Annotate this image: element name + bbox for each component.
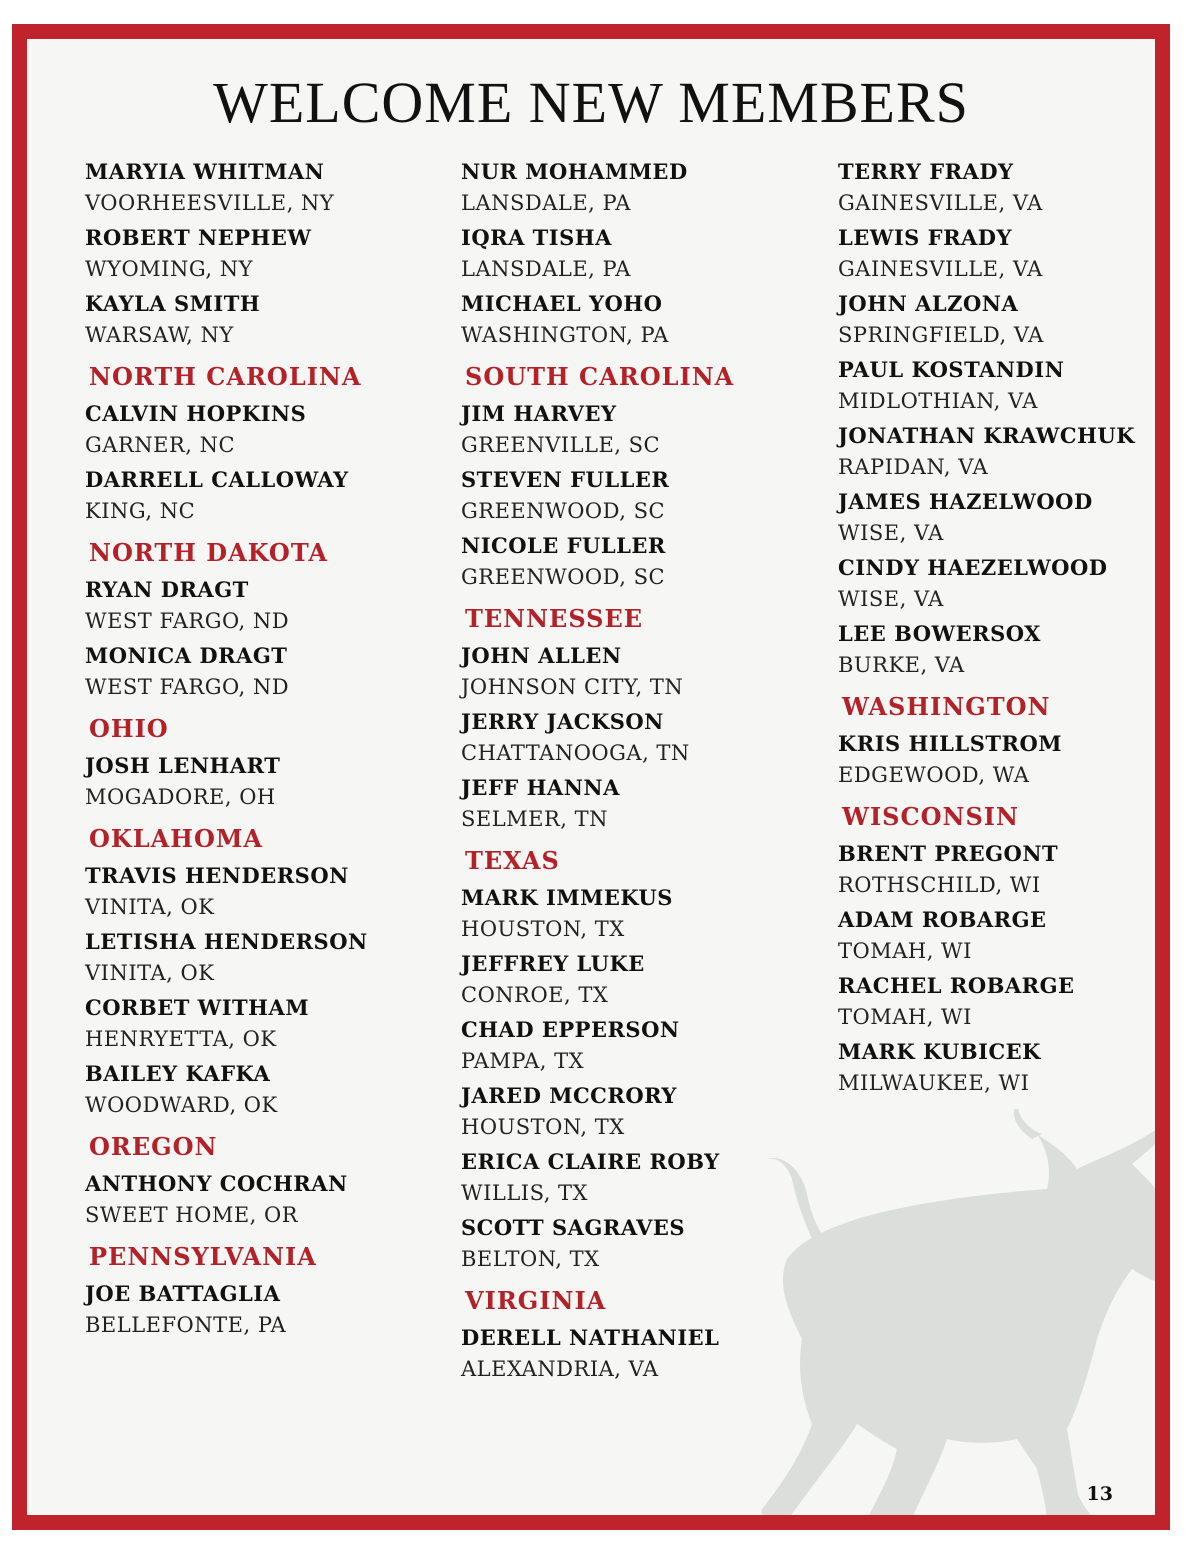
state-heading: WISCONSIN — [842, 802, 1019, 831]
member-city: WISE, VA — [838, 521, 944, 545]
member-name: BRENT PREGONT — [838, 841, 1059, 866]
member-name: NICOLE FULLER — [461, 533, 666, 558]
member-entry — [461, 882, 821, 944]
member-name: JONATHAN KRAWCHUK — [838, 423, 1135, 448]
state-heading: OREGON — [89, 1132, 218, 1161]
member-entry — [85, 222, 445, 284]
member-entry — [461, 464, 821, 526]
member-city: WEST FARGO, ND — [85, 609, 290, 633]
member-city: SELMER, TN — [461, 807, 609, 831]
member-entry — [85, 992, 445, 1054]
member-city: ROTHSCHILD, WI — [838, 873, 1041, 897]
member-city: MIDLOTHIAN, VA — [838, 389, 1038, 413]
member-city: VINITA, OK — [85, 961, 215, 985]
state-heading: OKLAHOMA — [89, 824, 264, 853]
member-name: TRAVIS HENDERSON — [85, 863, 349, 888]
page-title: WELCOME NEW MEMBERS — [213, 70, 969, 135]
member-city: BURKE, VA — [838, 653, 965, 677]
member-entry — [838, 222, 1170, 284]
member-city: HOUSTON, TX — [461, 1115, 625, 1139]
member-entry — [85, 288, 445, 350]
member-name: JOHN ALZONA — [838, 291, 1019, 316]
member-name: DERELL NATHANIEL — [461, 1325, 720, 1350]
member-city: GREENWOOD, SC — [461, 565, 666, 589]
member-name: KRIS HILLSTROM — [838, 731, 1062, 756]
member-city: BELTON, TX — [461, 1247, 600, 1271]
red-border-frame — [12, 24, 1170, 1530]
member-entry — [461, 640, 821, 702]
member-name: JEFFREY LUKE — [461, 951, 645, 976]
member-entry — [461, 1014, 821, 1076]
member-city: WARSAW, NY — [85, 323, 234, 347]
member-entry — [85, 1278, 445, 1340]
member-city: LANSDALE, PA — [461, 191, 631, 215]
member-entry — [838, 1036, 1170, 1098]
state-heading: NORTH CAROLINA — [89, 362, 362, 391]
member-city: WEST FARGO, ND — [85, 675, 290, 699]
member-name: MONICA DRAGT — [85, 643, 288, 668]
member-city: HOUSTON, TX — [461, 917, 625, 941]
member-entry — [461, 1146, 821, 1208]
member-city: TOMAH, WI — [838, 939, 972, 963]
member-entry — [461, 1080, 821, 1142]
member-city: EDGEWOOD, WA — [838, 763, 1030, 787]
member-entry — [85, 574, 445, 636]
member-city: GARNER, NC — [85, 433, 236, 457]
member-name: RYAN DRAGT — [85, 577, 249, 602]
member-entry — [461, 706, 821, 768]
state-heading: WASHINGTON — [842, 692, 1051, 721]
member-name: RACHEL ROBARGE — [838, 973, 1075, 998]
member-name: SCOTT SAGRAVES — [461, 1215, 686, 1240]
member-entry — [85, 860, 445, 922]
member-name: CHAD EPPERSON — [461, 1017, 680, 1042]
member-name: CINDY HAEZELWOOD — [838, 555, 1108, 580]
member-name: JOSH LENHART — [85, 753, 281, 778]
member-name: JEFF HANNA — [461, 775, 620, 800]
member-name: MARYIA WHITMAN — [85, 159, 325, 184]
member-name: LEE BOWERSOX — [838, 621, 1041, 646]
member-name: ANTHONY COCHRAN — [85, 1171, 348, 1196]
page-number: 13 — [1086, 1483, 1113, 1505]
member-name: PAUL KOSTANDIN — [838, 357, 1065, 382]
member-entry — [461, 530, 821, 592]
member-city: GAINESVILLE, VA — [838, 257, 1043, 281]
state-heading: VIRGINIA — [465, 1286, 607, 1315]
member-entry — [85, 640, 445, 702]
member-city: ALEXANDRIA, VA — [461, 1357, 659, 1381]
member-entry — [838, 486, 1170, 548]
member-column-1 — [85, 156, 445, 1344]
member-entry — [838, 970, 1170, 1032]
member-entry — [85, 464, 445, 526]
member-city: MILWAUKEE, WI — [838, 1071, 1030, 1095]
member-city: VINITA, OK — [85, 895, 215, 919]
member-name: ROBERT NEPHEW — [85, 225, 312, 250]
member-entry — [838, 904, 1170, 966]
member-entry — [85, 1058, 445, 1120]
member-entry — [85, 926, 445, 988]
member-column-2 — [461, 156, 821, 1388]
member-city: HENRYETTA, OK — [85, 1027, 277, 1051]
member-city: GREENVILLE, SC — [461, 433, 661, 457]
member-name: LEWIS FRADY — [838, 225, 1013, 250]
member-name: JOHN ALLEN — [461, 643, 622, 668]
member-city: GAINESVILLE, VA — [838, 191, 1043, 215]
member-entry — [85, 398, 445, 460]
member-city: TOMAH, WI — [838, 1005, 972, 1029]
member-entry — [838, 420, 1170, 482]
member-city: WOODWARD, OK — [85, 1093, 278, 1117]
member-name: JIM HARVEY — [461, 401, 617, 426]
state-heading: PENNSYLVANIA — [89, 1242, 317, 1271]
member-city: SWEET HOME, OR — [85, 1203, 299, 1227]
member-city: VOORHEESVILLE, NY — [85, 191, 335, 215]
member-entry — [838, 618, 1170, 680]
member-city: WILLIS, TX — [461, 1181, 589, 1205]
member-name: MARK KUBICEK — [838, 1039, 1041, 1064]
member-entry — [461, 1322, 821, 1384]
member-city: JOHNSON CITY, TN — [461, 675, 684, 699]
member-name: TERRY FRADY — [838, 159, 1014, 184]
member-city: BELLEFONTE, PA — [85, 1313, 287, 1337]
member-name: BAILEY KAFKA — [85, 1061, 271, 1086]
member-entry — [461, 156, 821, 218]
member-name: IQRA TISHA — [461, 225, 612, 250]
state-heading: TENNESSEE — [465, 604, 644, 633]
member-entry — [838, 354, 1170, 416]
member-name: DARRELL CALLOWAY — [85, 467, 349, 492]
member-entry — [461, 222, 821, 284]
member-name: JOE BATTAGLIA — [85, 1281, 281, 1306]
member-city: CHATTANOOGA, TN — [461, 741, 690, 765]
member-entry — [461, 948, 821, 1010]
member-name: JARED MCCRORY — [461, 1083, 677, 1108]
member-city: LANSDALE, PA — [461, 257, 631, 281]
member-entry — [838, 156, 1170, 218]
member-city: WASHINGTON, PA — [461, 323, 669, 347]
member-entry — [838, 552, 1170, 614]
member-entry — [461, 398, 821, 460]
state-heading: SOUTH CAROLINA — [465, 362, 735, 391]
member-entry — [461, 288, 821, 350]
member-entry — [838, 838, 1170, 900]
member-entry — [85, 1168, 445, 1230]
member-city: PAMPA, TX — [461, 1049, 585, 1073]
member-entry — [85, 750, 445, 812]
member-column-3 — [838, 156, 1170, 1102]
state-heading: TEXAS — [465, 846, 560, 875]
member-city: RAPIDAN, VA — [838, 455, 989, 479]
member-entry — [85, 156, 445, 218]
member-name: ADAM ROBARGE — [838, 907, 1047, 932]
member-entry — [838, 288, 1170, 350]
member-name: ERICA CLAIRE ROBY — [461, 1149, 720, 1174]
member-name: MARK IMMEKUS — [461, 885, 673, 910]
member-name: CORBET WITHAM — [85, 995, 310, 1020]
member-name: JERRY JACKSON — [461, 709, 664, 734]
member-city: WISE, VA — [838, 587, 944, 611]
member-name: KAYLA SMITH — [85, 291, 261, 316]
member-name: NUR MOHAMMED — [461, 159, 688, 184]
member-name: STEVEN FULLER — [461, 467, 670, 492]
state-heading: NORTH DAKOTA — [89, 538, 328, 567]
member-name: CALVIN HOPKINS — [85, 401, 307, 426]
member-entry — [838, 728, 1170, 790]
member-city: WYOMING, NY — [85, 257, 253, 281]
member-city: SPRINGFIELD, VA — [838, 323, 1044, 347]
state-heading: OHIO — [89, 714, 169, 743]
member-city: MOGADORE, OH — [85, 785, 276, 809]
member-name: JAMES HAZELWOOD — [838, 489, 1093, 514]
member-name: MICHAEL YOHO — [461, 291, 663, 316]
member-city: GREENWOOD, SC — [461, 499, 666, 523]
member-entry — [461, 1212, 821, 1274]
member-city: CONROE, TX — [461, 983, 609, 1007]
member-city: KING, NC — [85, 499, 196, 523]
member-name: LETISHA HENDERSON — [85, 929, 368, 954]
member-entry — [461, 772, 821, 834]
